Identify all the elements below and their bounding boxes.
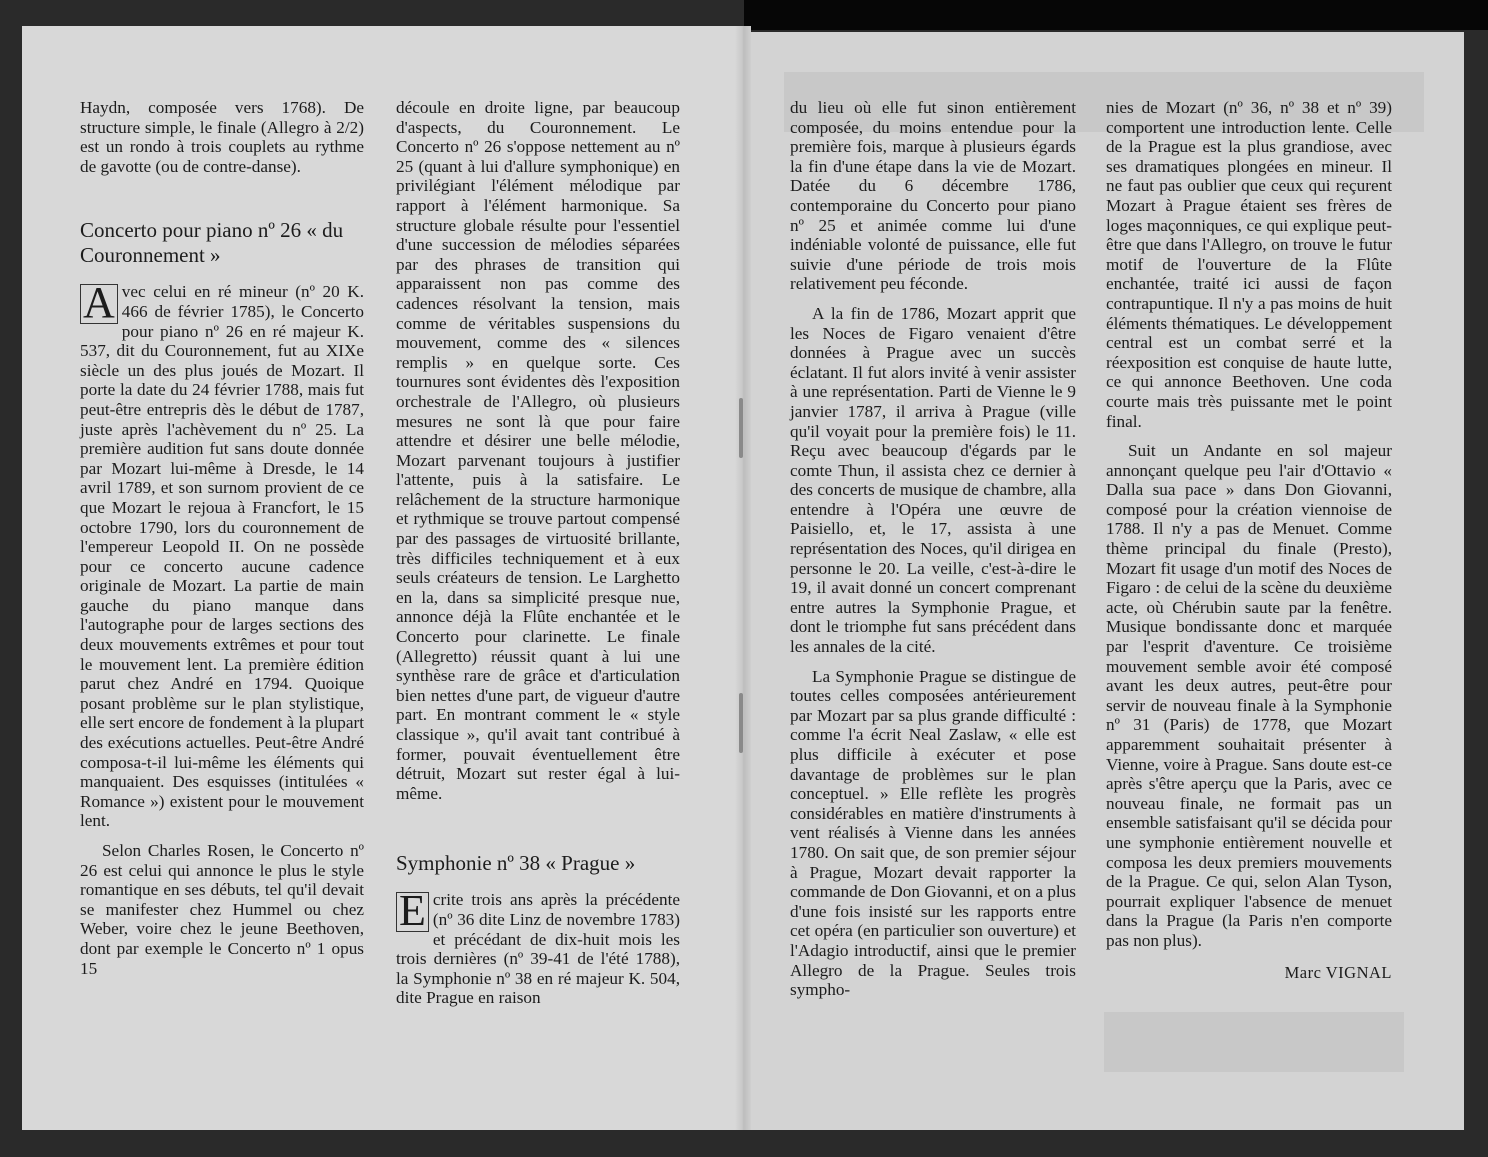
paragraph: du lieu où elle fut sinon entièrement composée, du moins entendue pour la première fois, marque à plusieurs égards la fin d'une étape dans la vie de Mozart. Datée du 6 décembre 1786, contemporaine du Concerto pour piano nº 25 et animée comme lui d'une indéniable volonté de puissance, elle fut suivie d'une période de trois mois relativement peu féconde. [790, 98, 1076, 294]
paragraph: E crite trois ans après la précédente (nº 36 dite Linz de novembre 1783) et précédant de dix-huit mois les trois dernières (nº 39-41 de l'été 1788), la Symphonie nº 38 en ré majeur K. 504, dite Prague en raison [396, 886, 680, 1008]
book-gutter [735, 26, 751, 1130]
staple [739, 398, 743, 458]
author-signature: Marc VIGNAL [1284, 962, 1392, 982]
paragraph: Haydn, composée vers 1768). De structure simple, le finale (Allegro à 2/2) est un rondo à trois couplets au rythme de gavotte (ou de contre-danse). [80, 98, 364, 176]
section-heading: Symphonie nº 38 « Prague » [396, 851, 636, 876]
paragraph: découle en droite ligne, par beaucoup d'aspects, du Couronnement. Le Concerto nº 26 s'oppose nettement au nº 25 (quant à lui d'allure symphonique) en privilégiant l'élément mélodique par rapport à l'élément harmonique. Sa structure globale résulte pour l'essentiel d'une succession de mélodies séparées par des phrases de transition qui apparaissent non pas comme des cadences résolvant la tension, mais comme de véritables suspensions du mouvement, comme des « silences remplis » en quelque sorte. Ces tournures sont évidentes dès l'exposition orchestrale de l'Allegro, où plusieurs mesures ne sont là que pour faire attendre et désirer une belle mélodie, Mozart parvenant toujours à justifier l'attente, puis à la satisfaire. Le relâchement de la structure harmonique et rythmique se trouve partout compensé par des passages de virtuosité brillante, très difficiles techniquement et à eux seuls créateurs de tension. Le Larghetto en la, dans sa simplicité presque nue, annonce déjà la Flûte enchantée et le Concerto pour clarinette. Le finale (Allegretto) réussit quant à lui une synthèse rare de grâce et d'articulation bien nettes d'une part, de vigueur d'autre part. En montrant comment le « style classique », qu'il avait tant contribué à former, pouvait éventuellement être détruit, Mozart sut rester égal à lui-même. [396, 98, 680, 803]
drop-cap: E [396, 892, 429, 932]
paragraph: nies de Mozart (nº 36, nº 38 et nº 39) comportent une introduction lente. Celle de la Prague est la plus grandiose, avec ses dramatiques plongées en mineur. Il ne faut pas oublier que ceux qui reçurent Mozart à Prague étaient ses frères de loges maçonniques, ce qui explique peut-être que dans l'Allegro, on trouve le futur motif de l'ouverture de la Flûte enchantée, traité ici aussi de façon contrapuntique. Il n'y a pas moins de huit éléments thématiques. Le développement central est un combat serré et la réexposition est conquise de haute lutte, ce qui annonce Beethoven. Une coda courte mais très puissante met le point final. [1106, 98, 1392, 431]
paragraph: La Symphonie Prague se distingue de toutes celles composées antérieurement par Mozart par sa plus grande difficulté : comme l'a écrit Neal Zaslaw, « elle est plus difficile à exécuter et pose davantage de problèmes sur le plan conceptuel. » Elle reflète les progrès considérables en matière d'instruments à vent réalisés à Vienne dans les années 1780. On sait que, de son premier séjour à Prague, Mozart devait rapporter la commande de Don Giovanni, et on a plus d'une fois insisté sur les rapports entre cet opéra (en particulier son ouverture) et l'Adagio introductif, ainsi que le premier Allegro de la Prague. Seules trois sympho- [790, 666, 1076, 1000]
paragraph: A vec celui en ré mineur (nº 20 K. 466 de février 1785), le Concerto pour piano nº 26 en ré majeur K. 537, dit du Couronnement, fut au XIXe siècle un des plus joués de Mozart. Il porte la date du 24 février 1788, mais fut peut-être entrepris dès le début de 1787, juste après l'achèvement du nº 25. La première audition fut sans doute donnée par Mozart lui-même à Dresde, le 14 avril 1789, et son surnom provient de ce que Mozart le rejoua à Francfort, le 15 octobre 1790, lors du couronnement de l'empereur Leopold II. On ne possède pour ce concerto aucune cadence originale de Mozart. La partie de main gauche du piano manque dans l'autographe pour de larges sections des deux mouvements extrêmes et pour tout le mouvement lent. La première édition parut chez André en 1794. Quoique posant problème sur le plan stylistique, elle sert encore de fondement à la plupart des exécutions actuelles. Peut-être André composa-t-il lui-même les éléments qui manquaient. Des esquisses (intitulées « Romance ») existent pour le mouvement lent. [80, 278, 364, 831]
staple [739, 693, 743, 753]
right-column-1 [790, 98, 1076, 1000]
drop-cap: A [80, 284, 118, 324]
left-column-1 [80, 98, 364, 978]
left-column-2 [396, 98, 680, 1008]
paragraph: Suit un Andante en sol majeur annonçant quelque peu l'air d'Ottavio « Dalla sua pace » dans Don Giovanni, composé pour la création viennoise de 1788. Il n'y a pas de Menuet. Comme thème principal du finale (Presto), Mozart fit usage d'un motif des Noces de Figaro : de celui de la scène du deuxième acte, où Chérubin saute par la fenêtre. Musique bondissante donc et marquée par l'esprit d'aventure. Ce troisième mouvement semble avoir été composé avant les deux autres, peut-être pour servir de nouveau finale à la Symphonie nº 31 (Paris) de 1778, que Mozart apparemment souhaitait présenter à Vienne, voire à Prague. Sans doute est-ce après s'être aperçu que la Paris, avec ce nouveau finale, ne formait pas un ensemble satisfaisant qu'il se décida pour une symphonie entièrement nouvelle et composa les deux premiers mouvements de la Prague. Ce qui, selon Alan Tyson, pourrait expliquer l'absence de menuet dans la Prague (la Paris n'en comporte pas non plus). [1106, 441, 1392, 950]
paragraph: A la fin de 1786, Mozart apprit que les Noces de Figaro venaient d'être données à Prague avec un succès éclatant. Il fut alors invité à venir assister à une représentation. Parti de Vienne le 9 janvier 1787, il arriva à Prague (ville qu'il voyait pour la première fois) le 11. Reçu avec beaucoup d'égards par le comte Thun, il assista chez ce dernier à des concerts de musique de chambre, alla entendre à l'Opéra une œuvre de Paisiello, et, le 17, assista à une représentation des Noces, qu'il dirigea en personne le 20. La veille, c'est-à-dire le 19, il avait donné un concert comprenant entre autres la Symphonie Prague, et dont le triomphe fut sans précédent dans les annales de la cité. [790, 303, 1076, 657]
right-column-2 [1106, 98, 1392, 982]
paragraph: Selon Charles Rosen, le Concerto nº 26 est celui qui annonce le plus le style romantique en ses débuts, tel qu'il devait se manifester chez Hummel ou chez Weber, voire chez le jeune Beethoven, dont par exemple le Concerto nº 1 opus 15 [80, 841, 364, 978]
scan-background [744, 0, 1488, 30]
section-heading: Concerto pour piano nº 26 « du Couronnement » [80, 218, 344, 268]
show-through-shadow [1104, 1012, 1404, 1072]
